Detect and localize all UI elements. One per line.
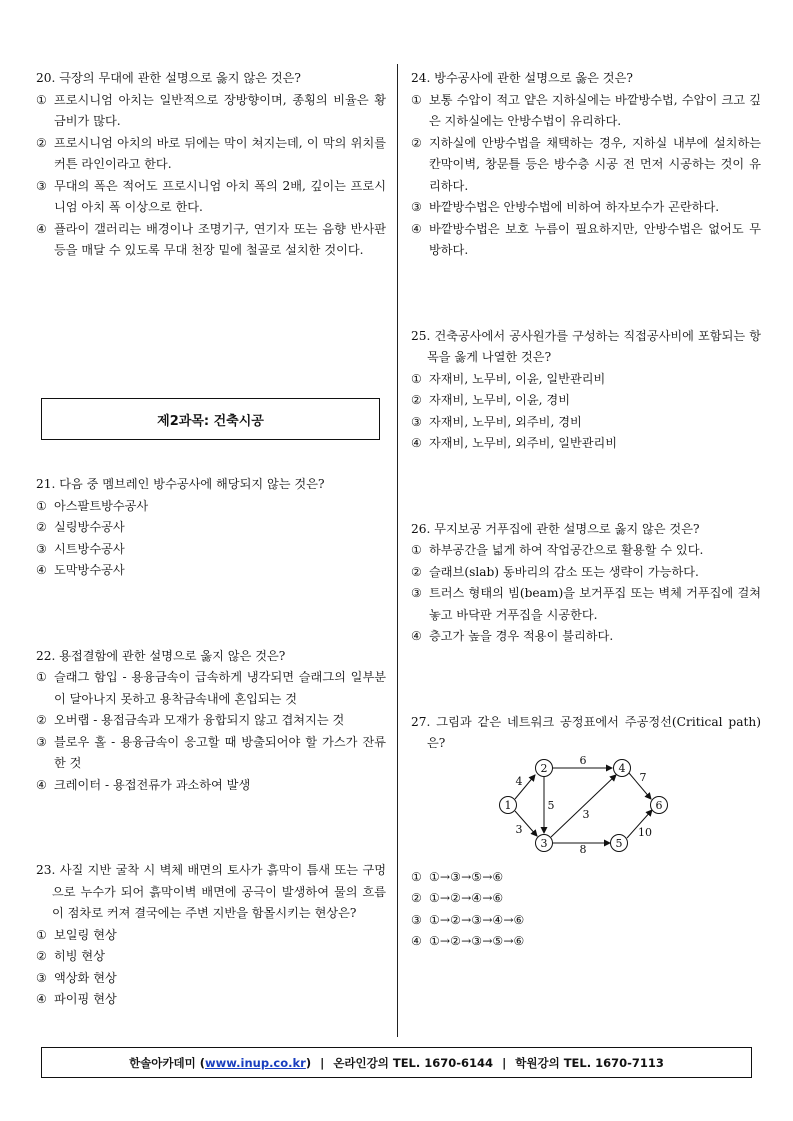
option-text: 지하실에 안방수법을 채택하는 경우, 지하실 내부에 설치하는 칸막이벽, 창문틀 등은 방수층 시공 전 먼저 시공하는 것이 유리하다. [429,135,761,193]
question-title: 23. 사질 지반 굴착 시 벽체 배면의 토사가 흙막이 틈새 또는 구멍으로 누수가 되어 흙막이벽 배면에 공극이 발생하여 물의 흐름이 점차로 커져 결국에는 주변 지반을 함몰시키는 현상은? [36,863,386,920]
option-text: 자재비, 노무비, 이윤, 일반관리비 [429,371,606,386]
option-number: ① [36,927,47,942]
question-title: 25. 건축공사에서 공사원가를 구성하는 직접공사비에 포함되는 항목을 옳게 나열한 것은? [411,328,761,364]
edge-label: 3 [582,808,590,821]
option-text: 바깥방수법은 안방수법에 비하여 하자보수가 곤란하다. [429,200,720,214]
question-20 [36,68,386,262]
edge-3-4 [551,775,616,837]
option-number: ③ [36,970,47,985]
option-text: 슬래브(slab) 동바리의 감소 또는 생략이 가능하다. [429,564,699,579]
option-1 [411,90,761,133]
option-text: 플라이 갤러리는 배경이나 조명기구, 연기자 또는 음향 반사판 등을 매달 수 있도록 무대 천장 밑에 철골로 설치한 것이다. [54,221,386,257]
option-number: ① [411,869,422,884]
footer-academy-tel: 학원강의 TEL. 1670-7113 [515,1055,664,1070]
option-3 [411,197,761,219]
option-text: 자재비, 노무비, 외주비, 일반관리비 [429,436,618,450]
question-title: 26. 무지보공 거푸집에 관한 설명으로 옳지 않은 것은? [411,521,700,536]
option-3 [411,412,761,434]
option-text: 파이핑 현상 [54,992,117,1006]
option-4 [36,219,386,262]
option-text: 블로우 홀 - 용융금속이 응고할 때 방출되어야 할 가스가 잔류한 것 [54,734,386,770]
option-1 [36,496,386,518]
node-label: 5 [615,837,623,850]
option-number: ③ [411,414,422,429]
option-number: ④ [36,992,47,1006]
edge-label: 4 [515,775,523,788]
option-text: 히빙 현상 [54,949,105,963]
node-label: 3 [540,837,548,850]
option-number: ③ [36,178,47,193]
footer-org-close: ) [305,1055,312,1070]
option-4 [36,989,386,1011]
option-text: 바깥방수법은 보호 누름이 필요하지만, 안방수법은 없어도 무방하다. [429,221,761,257]
option-3 [411,583,761,626]
question-25 [411,326,761,455]
option-1 [411,867,761,889]
option-number: ④ [36,777,47,792]
edge-label: 10 [638,826,652,839]
option-text: 보일링 현상 [54,927,117,942]
option-number: ④ [36,563,47,577]
edge-label: 8 [579,843,587,854]
question-title: 22. 용접결함에 관한 설명으로 옳지 않은 것은? [36,648,286,663]
node-label: 4 [618,762,626,775]
option-number: ④ [36,221,47,236]
option-text: ①→②→③→④→⑥ [429,912,525,927]
option-4 [36,560,386,582]
question-title: 20. 극장의 무대에 관한 설명으로 옳지 않은 것은? [36,71,301,85]
option-number: ④ [411,436,422,450]
option-text: 프로시니엄 아치는 일반적으로 장방향이며, 종횡의 비율은 황금비가 많다. [54,92,386,128]
column-divider [397,64,398,1037]
option-4 [36,775,386,797]
option-text: 크레이터 - 용접전류가 과소하여 발생 [54,777,251,792]
option-text: 보통 수압이 적고 얕은 지하실에는 바깥방수법, 수압이 크고 깊은 지하실에는 안방수법이 유리하다. [429,92,761,128]
option-text: 자재비, 노무비, 이윤, 경비 [429,393,570,407]
option-3 [411,910,761,932]
option-number: ④ [411,221,422,236]
question-22 [36,646,386,797]
footer-separator: | [502,1055,507,1070]
option-text: 하부공간을 넓게 하여 작업공간으로 활용할 수 있다. [429,543,704,557]
option-text: ①→②→③→⑤→⑥ [429,934,525,948]
option-number: ② [36,135,47,150]
edge-label: 7 [639,771,647,784]
footer [41,1047,752,1078]
option-text: 도막방수공사 [54,563,125,577]
option-3 [36,968,386,990]
option-1 [411,540,761,562]
option-1 [36,667,386,710]
option-number: ② [36,520,47,534]
option-number: ② [411,393,422,407]
option-number: ③ [36,734,47,749]
option-number: ① [411,543,422,557]
option-number: ① [36,670,47,684]
option-3 [36,176,386,219]
node-label: 6 [655,799,663,812]
question-21 [36,474,386,582]
option-text: ①→②→④→⑥ [429,891,504,905]
left-column-lower [36,474,386,1011]
question-26 [411,519,761,648]
footer-org: 한솔아카데미 ( [129,1055,206,1070]
option-4 [411,931,761,953]
footer-website-link[interactable]: www.inup.co.kr [205,1055,306,1070]
option-2 [411,390,761,412]
question-24 [411,68,761,262]
option-1 [36,925,386,947]
option-number: ③ [36,541,47,556]
option-text: 슬래그 함입 - 용융금속이 급속하게 냉각되면 슬래그의 일부분이 달아나지 못하고 용착금속내에 혼입되는 것 [54,670,386,706]
option-text: 프로시니엄 아치의 바로 뒤에는 막이 쳐지는데, 이 막의 위치를 커튼 라인이라고 한다. [54,135,386,171]
left-column [36,68,386,262]
option-number: ④ [411,934,422,948]
option-number: ① [411,92,422,107]
option-2 [36,133,386,176]
option-text: 무대의 폭은 적어도 프로시니엄 아치 폭의 2배, 깊이는 프로시니엄 아치 폭 이상으로 한다. [54,178,386,214]
option-2 [411,133,761,198]
network-diagram [493,754,678,854]
option-text: 트러스 형태의 빔(beam)을 보거푸집 또는 벽체 거푸집에 걸쳐 놓고 바닥판 거푸집을 시공한다. [429,586,761,622]
option-text: 자재비, 노무비, 외주비, 경비 [429,414,582,429]
option-number: ① [36,92,47,107]
option-text: 오버랩 - 용접금속과 모재가 융합되지 않고 겹쳐지는 것 [54,713,345,727]
option-number: ③ [411,912,422,927]
option-2 [411,562,761,584]
option-number: ② [411,564,422,579]
option-text: 시트방수공사 [54,541,125,556]
question-title: 27. 그림과 같은 네트워크 공정표에서 주공정선(Critical path)은? [411,714,761,750]
option-text: 액상화 현상 [54,970,117,985]
question-title: 24. 방수공사에 관한 설명으로 옳은 것은? [411,71,633,85]
question-23 [36,860,386,1011]
node-label: 2 [540,762,548,775]
option-3 [36,539,386,561]
option-number: ① [411,371,422,386]
option-number: ① [36,498,47,513]
option-number: ② [36,949,47,963]
option-3 [36,732,386,775]
option-1 [36,90,386,133]
footer-separator: | [320,1055,325,1070]
option-text: ①→③→⑤→⑥ [429,869,504,884]
option-2 [36,517,386,539]
edge-label: 6 [579,754,587,767]
node-label: 1 [504,799,512,812]
option-number: ② [36,713,47,727]
option-2 [36,946,386,968]
option-4 [411,219,761,262]
option-number: ② [411,135,422,150]
section-header: 제2과목: 건축시공 [41,398,380,440]
option-number: ③ [411,586,422,600]
option-text: 층고가 높을 경우 적용이 불리하다. [429,629,614,643]
question-title: 21. 다음 중 멤브레인 방수공사에 해당되지 않는 것은? [36,477,325,491]
option-number: ② [411,891,422,905]
option-text: 실링방수공사 [54,520,125,534]
option-2 [411,888,761,910]
option-1 [411,369,761,391]
option-4 [411,433,761,455]
option-text: 아스팔트방수공사 [54,498,149,513]
option-2 [36,710,386,732]
option-number: ③ [411,200,422,214]
option-4 [411,626,761,648]
edge-label: 5 [547,799,555,812]
option-number: ④ [411,629,422,643]
edge-label: 3 [515,823,523,836]
footer-online-tel: 온라인강의 TEL. 1670-6144 [333,1055,494,1070]
